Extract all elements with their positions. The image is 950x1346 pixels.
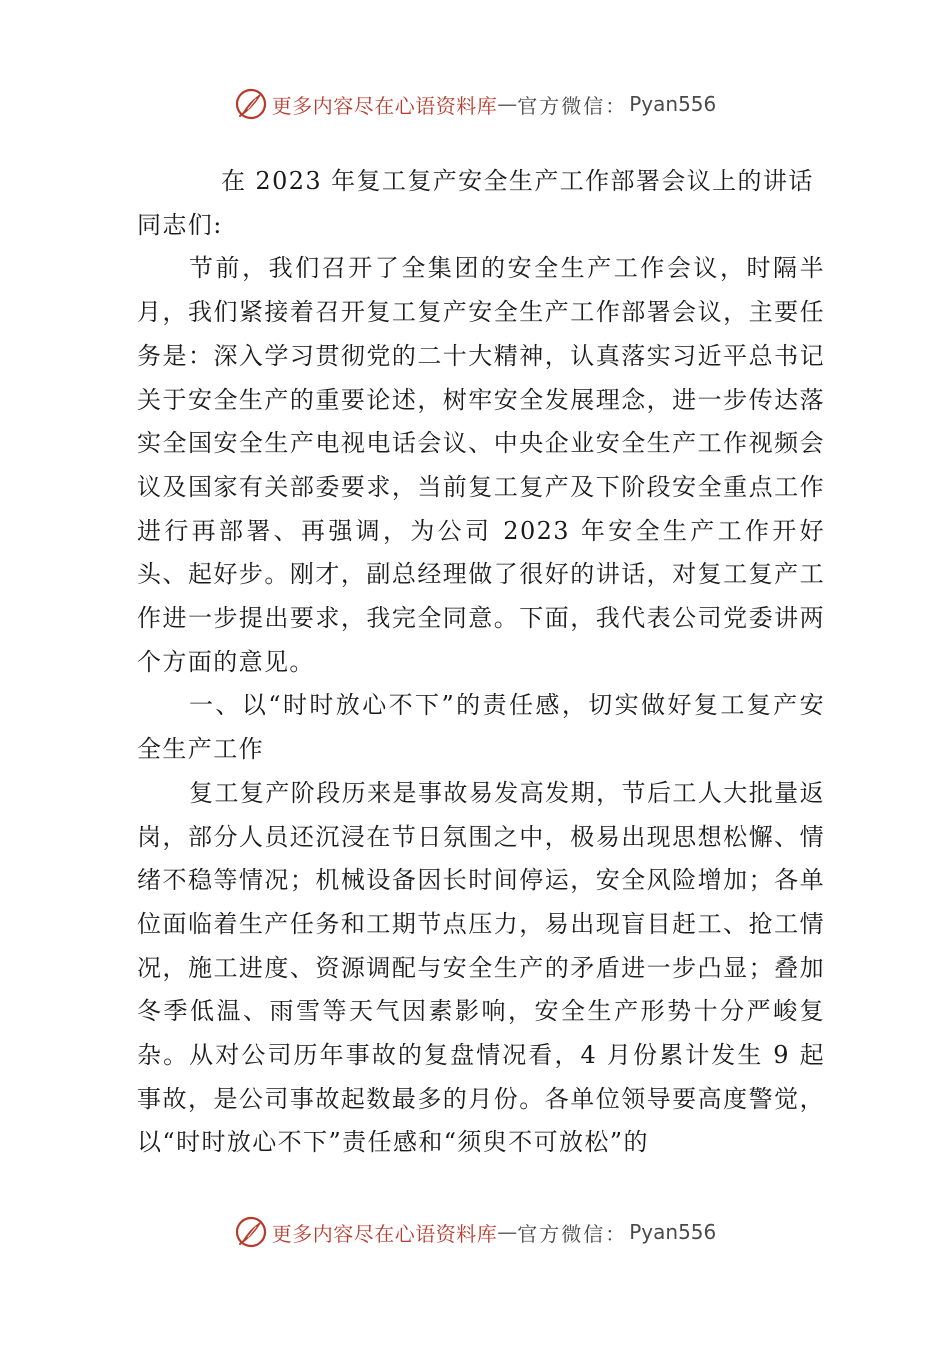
- paragraph-section-one: 复工复产阶段历来是事故易发高发期，节后工人大批量返岗，部分人员还沉浸在节日氛围之中，极易出现思想松懈、情绪不稳等情况；机械设备因长时间停运，安全风险增加；各单位面临着生产任务和工期节点压力，易出现盲目赶工、抢工情况，施工进度、资源调配与安全生产的矛盾进一步凸显；叠加冬季低温、雨雪等天气因素影响，安全生产形势十分严峻复杂。从对公司历年事故的复盘情况看，4 月份累计发生 9 起事故，是公司事故起数最多的月份。各单位领导要高度警觉，以“时时放心不下”责任感和“须臾不可放松”的: [137, 778, 825, 1157]
- footer-banner: [0, 1212, 950, 1252]
- banner-separator: —: [497, 1220, 518, 1244]
- section-heading-one: 一、以“时时放心不下”的责任感，切实做好复工复产安全生产工作: [137, 691, 825, 764]
- quill-pen-logo-icon: [234, 1215, 268, 1249]
- banner-wechat-label: 官方微信：: [517, 93, 628, 118]
- quill-pen-logo-icon: [234, 87, 268, 121]
- document-body: [137, 160, 825, 1165]
- header-banner: [0, 84, 950, 124]
- paragraph-opening: 节前，我们召开了全集团的安全生产工作会议，时隔半月，我们紧接着召开复工复产安全生产工作部署会议，主要任务是：深入学习贯彻党的二十大精神，认真落实习近平总书记关于安全生产的重要论述，树牢安全发展理念，进一步传达落实全国安全生产电视电话会议、中央企业安全生产工作视频会议及国家有关部委要求，当前复工复产及下阶段安全重点工作进行再部署、再强调，为公司 2023 年安全生产工作开好头、起好步。刚才，副总经理做了很好的讲话，对复工复产工作进一步提出要求，我完全同意。下面，我代表公司党委讲两个方面的意见。: [137, 254, 825, 676]
- banner-wechat-label: 官方微信：: [517, 1221, 628, 1246]
- banner-brand-text: 更多内容尽在心语资料库: [271, 1221, 498, 1246]
- document-title: 在 2023 年复工复产安全生产工作部署会议上的讲话: [221, 167, 814, 195]
- banner-wechat-id: Pyan556: [629, 1220, 717, 1244]
- salutation: 同志们:: [137, 210, 223, 239]
- banner-separator: —: [497, 92, 518, 116]
- banner-wechat-id: Pyan556: [629, 92, 717, 116]
- banner-brand-text: 更多内容尽在心语资料库: [271, 93, 498, 118]
